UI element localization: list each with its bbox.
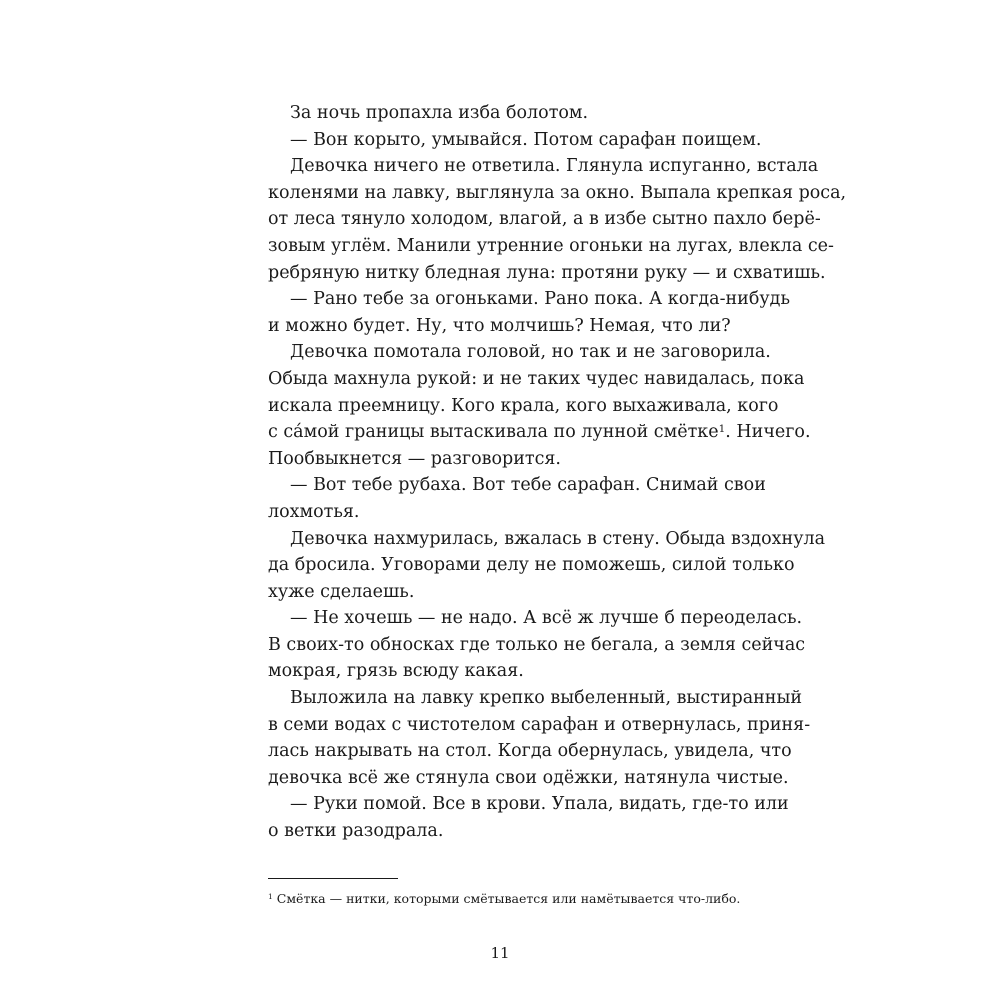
text-line: мокрая, грязь всюду какая. [268,661,524,682]
text-line: ребряную нитку бледная луна: протяни руку — и схватишь. [268,262,826,283]
text-line: девочка всё же стянула свои одёжки, натянула чистые. [268,767,789,788]
text-line: о ветки разодрала. [268,821,444,842]
text-line: коленями на лавку, выглянула за окно. Выпала крепкая роса, [268,182,847,203]
text-line: Девочка ничего не ответила. Глянула испуганно, встала [290,156,819,177]
text-line: Обыда махнула рукой: и не таких чудес навидалась, пока [268,368,805,389]
text-line: Выложила на лавку крепко выбеленный, выстиранный [290,688,803,709]
footnote-text: Смётка — нитки, которыми смётывается или намётывается что-либо. [276,891,741,906]
text-line: — Не хочешь — не надо. А всё ж лучше б переоделась. [290,608,803,629]
text-line: Пообвыкнется — разговорится. [268,448,561,469]
text-line: и можно будет. Ну, что молчишь? Немая, что ли? [268,315,731,336]
text-line: — Рано тебе за огоньками. Рано пока. А когда-нибудь [290,289,790,310]
text-line: лохмотья. [268,501,360,522]
text-line: искала преемницу. Кого крала, кого выхаживала, кого [268,395,779,416]
text-line: в семи водах с чистотелом сарафан и отвернулась, приня- [268,714,811,735]
text-line: — Вон корыто, умывайся. Потом сарафан поищем. [290,129,762,150]
footnote [268,890,741,908]
text-line: Девочка помотала головой, но так и не заговорила. [290,342,771,363]
text-line: За ночь пропахла изба болотом. [290,103,589,123]
text-line: Девочка нахмурилась, вжалась в стену. Обыда вздохнула [290,528,826,549]
footnote-reference: 1 [718,422,726,435]
text-line: от леса тянуло холодом, влагой, а в избе сытно пахло берё- [268,209,821,230]
text-line: — Руки помой. Все в крови. Упала, видать, где-то или [290,794,789,815]
main-text [268,100,847,845]
page-number: 11 [490,944,510,962]
text-line: да бросила. Уговорами делу не поможешь, силой только [268,555,795,576]
text-line-with-footnote: с са́мой границы вытаскивала по лунной смётке$^1$. Ничего. [268,422,811,443]
text-line: хуже сделаешь. [268,581,415,602]
text-fragment: с са́мой границы вытаскивала по лунной смётке [268,422,719,443]
footnote-marker: 1 [268,892,273,902]
text-line: лась накрывать на стол. Когда обернулась, увидела, что [268,741,792,762]
text-line: В своих-то обносках где только не бегала, а земля сейчас [268,634,806,655]
text-line: зовым углём. Манили утренние огоньки на лугах, влекла се- [268,235,834,256]
text-line: — Вот тебе рубаха. Вот тебе сарафан. Снимай свои [290,475,766,496]
text-fragment: Ничего. [736,422,811,443]
footnote-divider [268,878,398,879]
